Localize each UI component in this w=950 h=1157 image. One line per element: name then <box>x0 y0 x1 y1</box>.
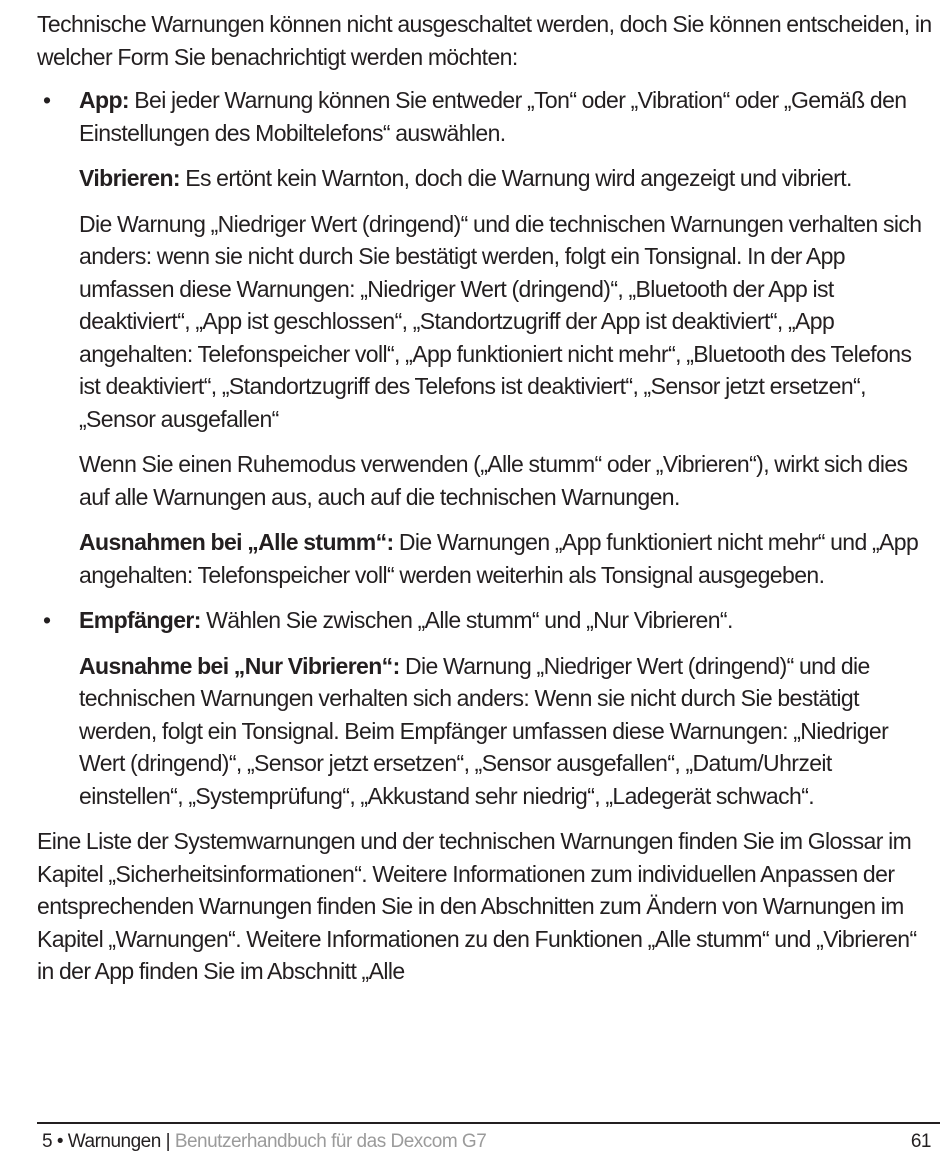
vibrieren-title: Vibrieren: <box>79 165 180 191</box>
bullet-app-paragraph <box>79 84 937 149</box>
footer-section-title: 5 • Warnungen <box>42 1131 161 1152</box>
intro-paragraph: Technische Warnungen können nicht ausgeschaltet werden, doch Sie können entscheiden, in welcher Form Sie benachrichtigt werden möchten: <box>37 11 932 70</box>
vibrate-only-exception-text: Die Warnung „Niedriger Wert (dringend)“ und die technischen Warnungen verhalten sich anders: Wenn sie nicht durch Sie bestätigt werden, folgt ein Tonsignal. Beim Empfänger umfassen diese Warnungen: „Niedriger Wert (dringend)“, „Sensor jetzt ersetzen“, „Sensor ausgefallen“, „Datum/Uhrzeit einstellen“, „Systemprüfung“, „Akkustand sehr niedrig“, „Ladegerät schwach“. <box>79 652 889 809</box>
footer-manual-title: Benutzerhandbuch für das Dexcom G7 <box>174 1131 487 1152</box>
closing-paragraph: Eine Liste der Systemwarnungen und der technischen Warnungen finden Sie im Glossar im Kapitel „Sicherheitsinformationen“. Weitere Informationen zum individuellen Anpassen der entsprechenden Warnungen finden Sie in den Abschnitten zum Ändern von Warnungen im Kapitel „Warnungen“. Weitere Informationen zu den Funktionen „Alle stumm“ und „Vibrieren“ in der App finden Sie im Abschnitt „Alle <box>37 828 917 984</box>
vibrate-only-exception-title: Ausnahme bei „Nur Vibrieren“: <box>79 652 400 679</box>
urgent-low-paragraph: Die Warnung „Niedriger Wert (dringend)“ und die technischen Warnungen verhalten sich anders: wenn sie nicht durch Sie bestätigt werden, folgt ein Tonsignal. In der App umfassen diese Warnungen: „Niedriger Wert (dringend)“, „Bluetooth der App ist deaktiviert“, „App ist geschlossen“, „Standortzugriff der App ist deaktiviert“, „App angehalten: Telefonspeicher voll“, „App funktioniert nicht mehr“, „Bluetooth des Telefons ist deaktiviert“, „Standortzugriff des Telefons ist deaktiviert“, „Sensor jetzt ersetzen“, „Sensor ausgefallen“ <box>79 210 922 432</box>
all-silent-exceptions-text: Die Warnungen „App funktioniert nicht mehr“ und „App angehalten: Telefonspeicher voll“ werden weiterhin als Tonsignal ausgegeben. <box>79 529 919 588</box>
bullet-app-title: App: <box>79 87 129 113</box>
page-number: 61 <box>910 1131 931 1152</box>
footer-divider <box>37 1122 940 1124</box>
bullet-receiver <box>37 604 937 812</box>
bullet-app <box>37 84 937 591</box>
bullet-marker: • <box>43 607 52 633</box>
all-silent-exceptions-paragraph <box>79 526 937 591</box>
page-content <box>37 8 937 988</box>
vibrieren-paragraph <box>79 162 937 195</box>
bullet-marker: • <box>43 87 52 113</box>
bullet-app-text: Bei jeder Warnung können Sie entweder „Ton“ oder „Vibration“ oder „Gemäß den Einstellungen des Mobiltelefons“ auswählen. <box>79 87 907 146</box>
footer-separator: | <box>160 1131 175 1152</box>
page-footer <box>42 1130 935 1154</box>
vibrieren-text: Es ertönt kein Warnton, doch die Warnung wird angezeigt und vibriert. <box>179 165 852 191</box>
bullet-receiver-paragraph <box>79 604 937 637</box>
bullet-receiver-title: Empfänger: <box>79 607 201 633</box>
all-silent-exceptions-title: Ausnahmen bei „Alle stumm“: <box>79 529 394 555</box>
bullet-receiver-text: Wählen Sie zwischen „Alle stumm“ und „Nur Vibrieren“. <box>200 607 733 633</box>
vibrate-only-exception-paragraph <box>79 650 937 813</box>
quiet-mode-paragraph: Wenn Sie einen Ruhemodus verwenden („Alle stumm“ oder „Vibrieren“), wirkt sich dies auf alle Warnungen aus, auch auf die technischen Warnungen. <box>79 451 908 510</box>
